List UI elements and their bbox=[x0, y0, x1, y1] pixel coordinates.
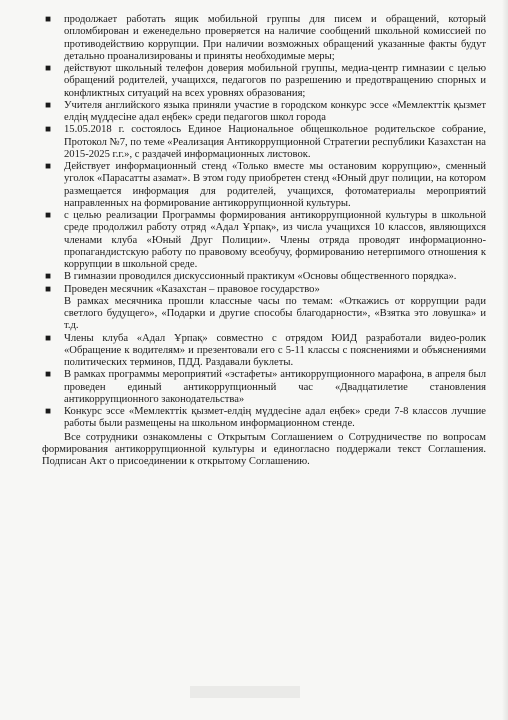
bullet-icon: ■ bbox=[44, 124, 52, 136]
item-text: с целью реализации Программы формирования антикоррупционной культуры в школьной среде продолжил работу отряд «Адал Ұрпақ», из числа учащихся 10 классов, являющихся членами клуба «Юный Друг Полиции». Члены отряда проводят информационно-пропагандистскую работу по правовому всеобучу, формированию нетерпимого отношения к коррупции в школьной среде. bbox=[64, 210, 486, 270]
bullet-icon: ■ bbox=[44, 283, 52, 295]
bullet-icon: ■ bbox=[44, 406, 52, 417]
item-text: действуют школьный телефон доверия мобильной группы, медиа-центр гимназии с целью обращений родителей, учащихся, педагогов по разрешению и предотвращению спорных и конфликтных ситуаций на всех уровнях образования; bbox=[64, 63, 486, 99]
item-text: В гимназии проводился дискуссионный практикум «Основы общественного порядка». bbox=[64, 271, 457, 283]
bullet-icon: ■ bbox=[44, 99, 52, 111]
bullet-icon: ■ bbox=[44, 271, 52, 283]
item-text: Учителя английского языка приняли участие в городском конкурс эссе «Мемлекттік қызмет елдің мүддесіне адал еңбек» среди педагогов школ города bbox=[64, 99, 486, 123]
item-text: В рамках программы мероприятий «эстафеты» антикоррупционного марафона, в апреля был проведен единый антикоррупционный час «Двадцатилетие становления антикоррупционного законодательства» bbox=[64, 369, 486, 405]
bullet-icon: ■ bbox=[44, 161, 52, 172]
item-text: Конкурс эссе «Мемлекттік қызмет-елдің мүддесіне адал еңбек» среди 7-8 классов лучшие работы были размещены на школьном информационном стенде. bbox=[64, 406, 486, 430]
page-edge-shadow bbox=[502, 0, 508, 720]
list-item bbox=[42, 284, 486, 333]
measures-list bbox=[42, 14, 486, 431]
list-item bbox=[42, 210, 486, 271]
bullet-icon: ■ bbox=[44, 14, 52, 25]
item-text: Проведен месячник «Казахстан – правовое государство» bbox=[64, 283, 320, 295]
item-text: Действует информационный стенд «Только вместе мы остановим коррупцию», сменный уголок «Парасатты азамат». В этом году приобретен стенд «Юный друг полиции, на котором размещается информация для родителей, учащихся, фотоматериалы мероприятий направленных на формирование антикоррупционной культуры. bbox=[64, 161, 486, 209]
list-item bbox=[42, 333, 486, 370]
closing-paragraph: Все сотрудники ознакомлены с Открытым Соглашением о Сотрудничестве по вопросам формирования антикоррупционной культуры и единогласно поддержали текст Соглашения. Подписан Акт о присоединении к открытому Соглашению. bbox=[42, 431, 486, 467]
faded-stamp-mark bbox=[190, 686, 300, 698]
list-item bbox=[42, 124, 486, 161]
list-item bbox=[42, 161, 486, 210]
list-item bbox=[42, 271, 486, 283]
list-item bbox=[42, 63, 486, 100]
list-item bbox=[42, 14, 486, 63]
bullet-icon: ■ bbox=[44, 63, 52, 74]
item-text: 15.05.2018 г. состоялось Единое Национальное общешкольное родительское собрание, Протокол №7, по теме «Реализация Антикоррупционной Стратегии республики Казахстан на 2015-2025 г.г.», с раздачей информационных листовок. bbox=[64, 124, 486, 160]
list-item bbox=[42, 100, 486, 125]
item-text: Члены клуба «Адал Ұрпақ» совместно с отрядом ЮИД разработали видео-ролик «Обращение к водителям» и презентовали его с 5-11 классы с пояснениями и объяснениями политических терминов, ПДД. Раздавали буклеты. bbox=[64, 332, 486, 368]
bullet-icon: ■ bbox=[44, 369, 52, 381]
list-item bbox=[42, 406, 486, 431]
bullet-icon: ■ bbox=[44, 210, 52, 221]
item-subtext: В рамках месячника прошли классные часы по темам: «Откажись от коррупции ради светлого будущего», «Подарки и другие способы благодарности», «Взятка это ловушка» и т.д. bbox=[64, 295, 486, 332]
list-item bbox=[42, 369, 486, 406]
item-text: продолжает работать ящик мобильной группы для писем и обращений, который опломбирован и еженедельно проверяется на наличие сообщений школьной комиссией по противодействию коррупции. При наличии возможных обращений указанные факты будут детально проанализированы и приняты необходимые меры; bbox=[64, 14, 486, 62]
bullet-icon: ■ bbox=[44, 332, 52, 344]
